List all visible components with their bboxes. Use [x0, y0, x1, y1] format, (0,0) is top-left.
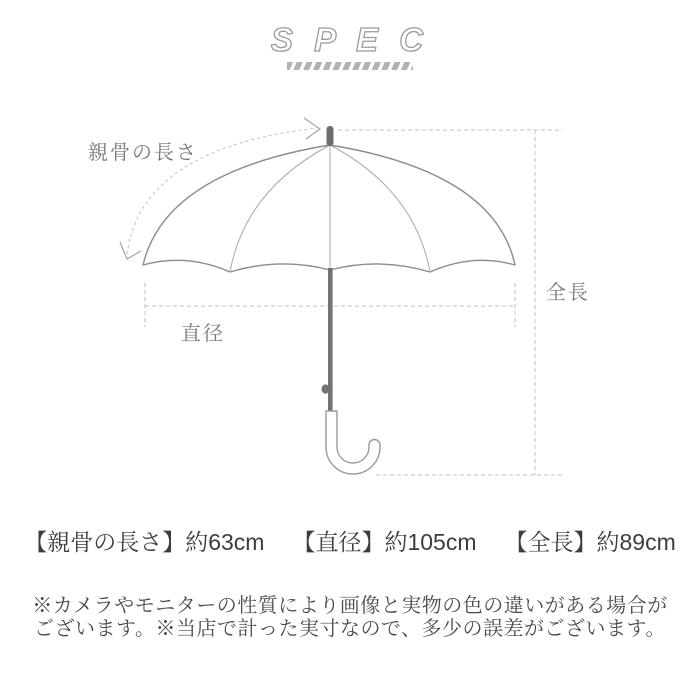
- umbrella-handle: [326, 411, 380, 474]
- spec-item-value: 約105cm: [384, 529, 477, 555]
- umbrella-ferrule: [327, 126, 334, 146]
- umbrella-canopy: [143, 145, 515, 272]
- note-line-1: ※カメラやモニターの性質により画像と実物の色の違いがある場合が: [32, 595, 668, 617]
- spec-values-row: [0, 524, 700, 557]
- runner-knob: [322, 384, 330, 393]
- spec-item-rib-length: [24, 524, 264, 557]
- disclaimer-notes: [0, 595, 700, 641]
- spec-item-value: 約89cm: [596, 529, 676, 555]
- arc-arrowhead-bottom: [120, 242, 141, 259]
- spec-item-label: 【直径】: [292, 529, 385, 555]
- note-line-2: ございます。※当店で計った実寸なので、多少の誤差がございます。: [34, 618, 666, 640]
- label-total-length: 全長: [546, 282, 590, 304]
- spec-item-label: 【親骨の長さ】: [24, 529, 186, 555]
- umbrella-shaft: [328, 268, 333, 414]
- spec-item-diameter: [292, 524, 476, 557]
- spec-item-value: 約63cm: [185, 529, 265, 555]
- spec-item-total-length: [505, 524, 676, 557]
- spec-title: S P E C: [270, 21, 430, 58]
- label-diameter: 直径: [181, 323, 225, 345]
- spec-item-label: 【全長】: [504, 529, 597, 555]
- label-rib-length: 親骨の長さ: [88, 142, 198, 164]
